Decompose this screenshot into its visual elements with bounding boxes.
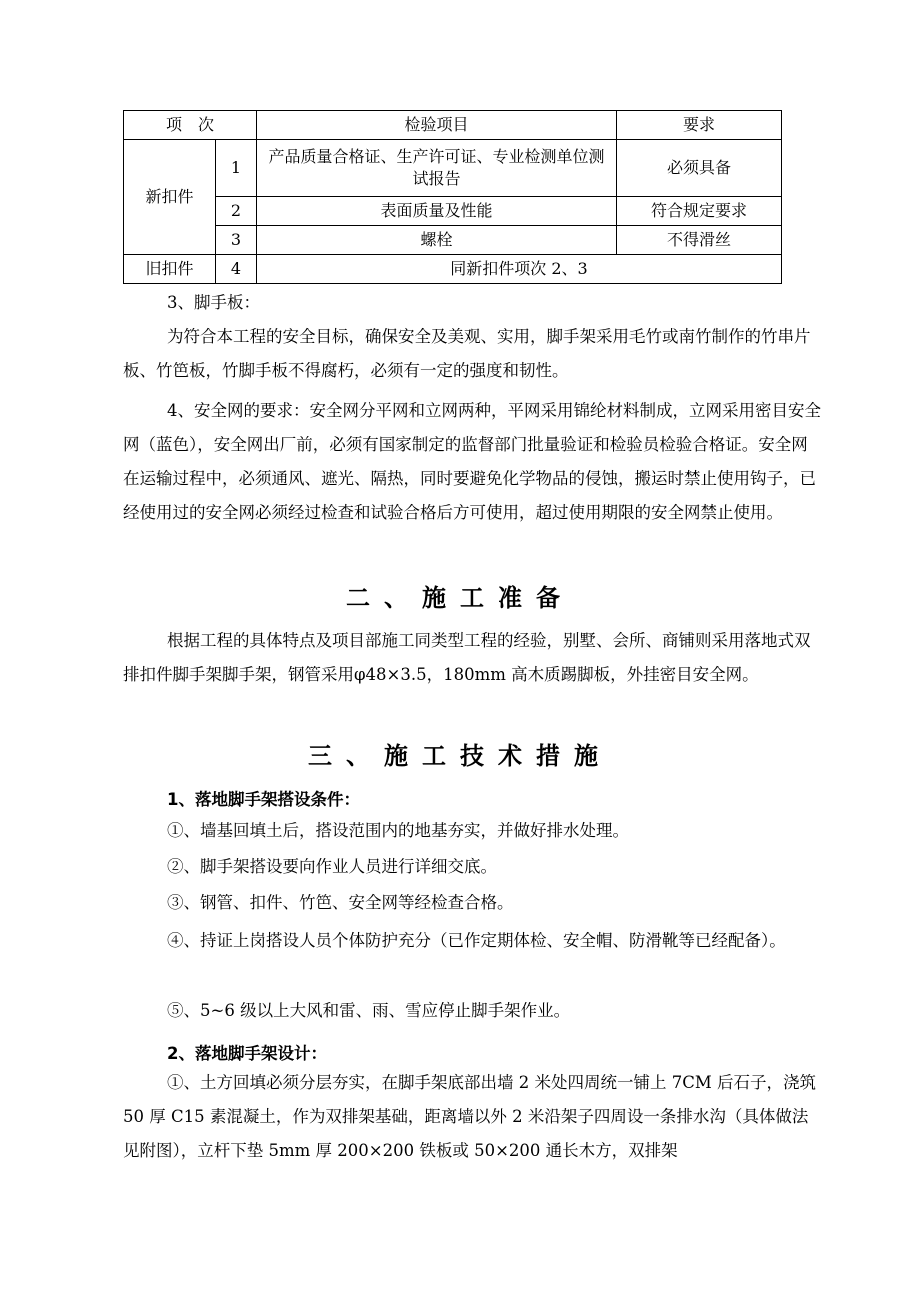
row-item: 螺栓 xyxy=(257,226,617,255)
header-item-no: 项 次 xyxy=(124,111,257,140)
condition-item: ②、脚手架搭设要向作业人员进行详细交底。 xyxy=(167,857,497,876)
table-row xyxy=(124,197,782,226)
row-requirement: 符合规定要求 xyxy=(617,197,782,226)
subheading-design: 2、落地脚手架设计： xyxy=(167,1044,327,1063)
condition-item: ③、钢管、扣件、竹笆、安全网等经检查合格。 xyxy=(167,893,514,912)
section4-body: 4、安全网的要求：安全网分平网和立网两种，平网采用锦纶材料制成，立网采用密目安全网（蓝色），安全网出厂前，必须有国家制定的监督部门批量验证和检验员检验合格证。安全网在运输过程中，必须通风、遮光、隔热，同时要避免化学物品的侵蚀，搬运时禁止使用钩子，已经使用过的安全网必须经过检查和试验合格后方可使用，超过使用期限的安全网禁止使用。 xyxy=(123,401,821,522)
design-body: ①、土方回填必须分层夯实，在脚手架底部出墙 2 米处四周统一铺上 7CM 后石子，浇筑 50 厚 C15 素混凝土，作为双排架基础，距离墙以外 2 米沿架子四周设一条排水沟（具体做法见附图），立杆下垫 5mm 厚 200×200 铁板或 50×200 通长木方，双排架 xyxy=(123,1073,816,1160)
row-requirement: 必须具备 xyxy=(617,140,782,197)
section3-title: 3、脚手板： xyxy=(167,293,260,312)
row-requirement: 不得滑丝 xyxy=(617,226,782,255)
row-item: 产品质量合格证、生产许可证、专业检测单位测试报告 xyxy=(257,140,617,197)
row-number: 1 xyxy=(216,140,257,197)
header-check-item: 检验项目 xyxy=(257,111,617,140)
table-header-row xyxy=(124,111,782,140)
preparation-body: 根据工程的具体特点及项目部施工同类型工程的经验，别墅、会所、商铺则采用落地式双排扣件脚手架脚手架，钢管采用φ48×3.5，180mm 高木质踢脚板，外挂密目安全网。 xyxy=(123,631,811,684)
row-number: 4 xyxy=(216,255,257,284)
heading-technical-measures: 三、施工技术措施 xyxy=(308,742,612,770)
inspection-table xyxy=(123,110,782,284)
heading-preparation: 二、施工准备 xyxy=(346,584,574,612)
table-row xyxy=(124,226,782,255)
table-row xyxy=(124,255,782,284)
subheading-conditions: 1、落地脚手架搭设条件： xyxy=(167,790,360,809)
condition-item: ⑤、5~6 级以上大风和雷、雨、雪应停止脚手架作业。 xyxy=(167,1001,571,1020)
condition-item: ①、墙基回填土后，搭设范围内的地基夯实，并做好排水处理。 xyxy=(167,821,629,840)
condition-item: ④、持证上岗搭设人员个体防护充分（已作定期体检、安全帽、防滑靴等已经配备）。 xyxy=(167,931,786,950)
section3-body: 为符合本工程的安全目标，确保安全及美观、实用，脚手架采用毛竹或南竹制作的竹串片板、竹笆板，竹脚手板不得腐朽，必须有一定的强度和韧性。 xyxy=(123,327,811,380)
row-number: 3 xyxy=(216,226,257,255)
header-requirement: 要求 xyxy=(617,111,782,140)
table-row xyxy=(124,140,782,197)
row-item: 同新扣件项次 2、3 xyxy=(257,255,782,284)
old-fastener-label: 旧扣件 xyxy=(124,255,216,284)
new-fastener-label: 新扣件 xyxy=(124,140,216,255)
row-number: 2 xyxy=(216,197,257,226)
row-item: 表面质量及性能 xyxy=(257,197,617,226)
